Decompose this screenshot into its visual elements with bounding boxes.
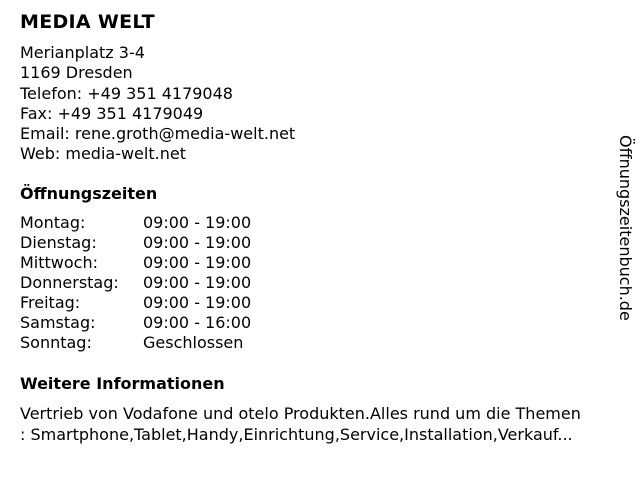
day-label: Mittwoch: <box>20 253 98 272</box>
further-info-heading: Weitere Informationen <box>20 374 225 393</box>
time-value: 09:00 - 19:00 <box>143 273 252 292</box>
city-address: 1169 Dresden <box>20 63 133 83</box>
opening-hours-list <box>20 213 251 353</box>
hours-row-wednesday <box>20 253 251 273</box>
day-label: Montag: <box>20 213 86 232</box>
phone-number: Telefon: +49 351 4179048 <box>20 83 233 103</box>
contact-block <box>20 43 295 165</box>
email-address: Email: rene.groth@media-welt.net <box>20 124 296 144</box>
day-label: Samstag: <box>20 313 96 332</box>
day-label: Freitag: <box>20 293 81 312</box>
info-line-2: : Smartphone,Tablet,Handy,Einrichtung,Service,Installation,Verkauf... <box>20 425 573 444</box>
hours-row-saturday <box>20 313 251 333</box>
fax-number: Fax: +49 351 4179049 <box>20 103 204 123</box>
time-value: 09:00 - 19:00 <box>143 293 252 312</box>
business-name: MEDIA WELT <box>20 11 155 33</box>
day-label: Sonntag: <box>20 333 92 352</box>
time-value: 09:00 - 19:00 <box>143 213 252 232</box>
time-value: 09:00 - 19:00 <box>143 233 252 252</box>
day-label: Dienstag: <box>20 233 97 252</box>
hours-row-thursday <box>20 273 251 293</box>
time-value: Geschlossen <box>143 333 244 352</box>
day-label: Donnerstag: <box>20 273 119 292</box>
time-value: 09:00 - 16:00 <box>143 313 252 332</box>
opening-hours-heading: Öffnungszeiten <box>20 184 158 203</box>
hours-row-friday <box>20 293 251 313</box>
watermark-text: Öffnungszeitenbuch.de <box>616 135 635 321</box>
time-value: 09:00 - 19:00 <box>143 253 252 272</box>
further-info-text <box>20 403 630 445</box>
website-address: Web: media-welt.net <box>20 144 186 164</box>
hours-row-sunday <box>20 333 251 353</box>
hours-row-monday <box>20 213 251 233</box>
street-address: Merianplatz 3-4 <box>20 43 145 62</box>
hours-row-tuesday <box>20 233 251 253</box>
info-line-1: Vertrieb von Vodafone und otelo Produkten.Alles rund um die Themen <box>20 404 581 423</box>
